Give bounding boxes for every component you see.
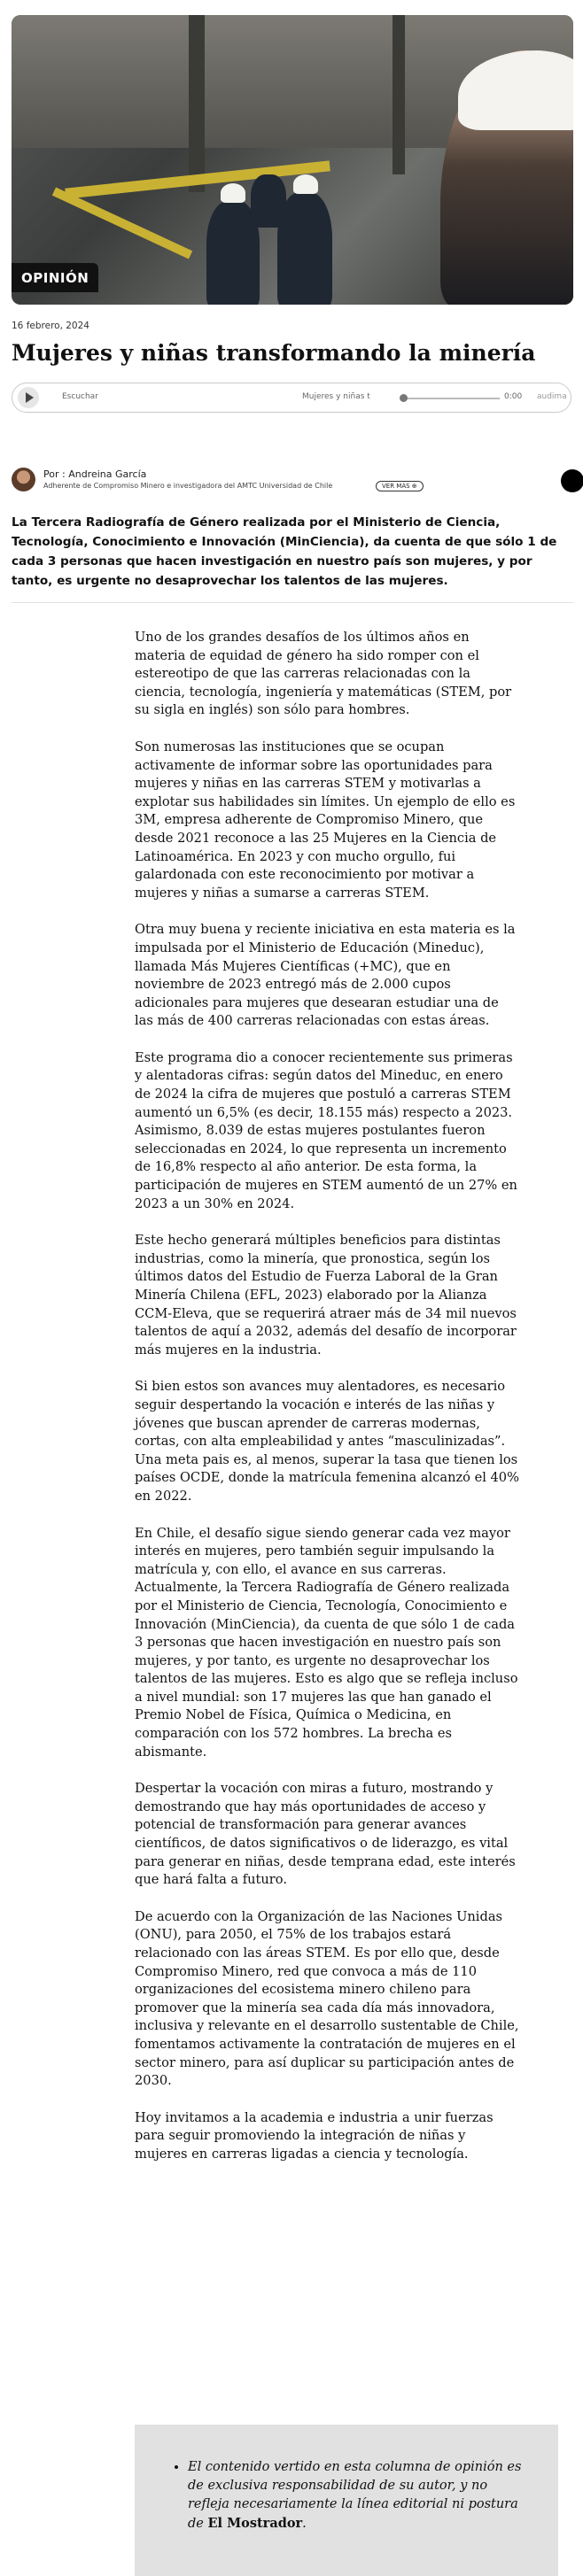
paragraph: Uno de los grandes desafíos de los últimos años en materia de equidad de género ha sido romper con el estereotipo de que las carreras relacionadas con la ciencia, tecnología, ingeniería y matemáticas (STEM, por su sigla en inglés) son sólo para hombres. bbox=[135, 630, 512, 718]
player-label: Escuchar bbox=[62, 392, 98, 401]
paragraph: Este hecho generará múltiples beneficios para distintas industrias, como la minería, que pronostica, según los últimos datos del Estudio de Fuerza Laboral de la Gran Minería Chilena (EFL, 2023) elaborado por la Alianza CCM-Eleva, que se requerirá atraer más de 34 mil nuevos talentos de aquí a 2032, además del desafío de incorporar más mujeres en la industria. bbox=[135, 1233, 517, 1358]
section-badge[interactable]: OPINIÓN bbox=[12, 263, 98, 292]
hero-image bbox=[12, 15, 573, 305]
paragraph: Otra muy buena y reciente iniciativa en esta materia es la impulsada por el Ministerio de Educación (Mineduc), llamada Más Mujeres Científicas (+MC), que en noviembre de 2023 entregó más de 2.000 cupos adicionales para mujeres que desearan estudiar una de las más de 400 carreras relacionadas con estas áreas. bbox=[135, 922, 516, 1029]
author-byline bbox=[12, 468, 579, 494]
avatar bbox=[12, 468, 35, 491]
author-name[interactable]: Por : Andreina García bbox=[43, 468, 147, 480]
disclaimer-brand: El Mostrador bbox=[207, 2516, 303, 2531]
paragraph: Hoy invitamos a la academia e industria a unir fuerzas para seguir promoviendo la integración de niñas y mujeres en carreras ligadas a ciencia y tecnología. bbox=[135, 2109, 494, 2162]
player-brand[interactable]: audima bbox=[537, 392, 567, 401]
hero-worker bbox=[251, 174, 286, 228]
paragraph: Son numerosas las instituciones que se ocupan activamente de informar sobre las oportunidades para mujeres y niñas en las carreras STEM y motivarlas a explotar sus habilidades sin límites. Un ejemplo de ello es 3M, empresa adherente de Compromiso Minero, que desde 2021 reconoce a las 25 Mujeres en la Ciencia de Latinoamérica. En 2023 y con mucho orgullo, fui galardonada con este reconocimiento por motivar a mujeres y niñas a sumarse a carreras STEM. bbox=[135, 739, 516, 901]
hero-helmet bbox=[293, 174, 318, 194]
paragraph: De acuerdo con la Organización de las Naciones Unidas (ONU), para 2050, el 75% de los trabajos estará relacionado con las áreas STEM. Es por ello que, desde Compromiso Minero, red que convoca a más de 110 organizaciones del ecosistema minero chileno para promover que la minería sea cada día más innovadora, inclusiva y relevante en el desarrollo sustentable de Chile, fomentamos activamente la contratación de mujeres en el sector minero, para así duplicar su participación antes de 2030. bbox=[135, 1908, 519, 2089]
disclaimer-text: El contenido vertido en esta columna de opinión es de exclusiva responsabilidad de su autor, y no refleja necesariamente la línea editorial ni postura de bbox=[188, 2460, 522, 2531]
player-progress-bar[interactable] bbox=[402, 398, 500, 399]
audio-player bbox=[12, 383, 571, 413]
article-lead: La Tercera Radiografía de Género realizada por el Ministerio de Ciencia, Tecnología, Conocimiento e Innovación (MinCiencia), da cuenta de que sólo 1 de cada 3 personas que hacen investigación en nuestro país son mujeres, y por tanto, es urgente no desaprovechar los talentos de las mujeres. bbox=[12, 515, 557, 588]
paragraph: Si bien estos son avances muy alentadores, es necesario seguir despertando la vocación e interés de las niñas y jóvenes que buscan aprender de carreras modernas, cortas, con alta empleabilidad y antes “masculinizadas”. Una meta pais es, al menos, superar la tasa que tienen los países OCDE, donde la matrícula femenina alcanzó el 40% en 2022. bbox=[135, 1379, 519, 1504]
ver-mas-button[interactable]: VER MÁS ⊕ bbox=[376, 481, 424, 491]
paragraph: Despertar la vocación con miras a futuro, mostrando y demostrando que hay más oportunidades de acceso y potencial de transformación para generar avances científicos, de datos significativos o de liderazgo, es vital para generar en niñas, desde temprana edad, este interés que hará falta a futuro. bbox=[135, 1781, 516, 1888]
paragraph: Este programa dio a conocer recientemente sus primeras y alentadoras cifras: según datos del Mineduc, en enero de 2024 la cifra de mujeres que postuló a carreras STEM aumentó un 6,5% (es decir, 18.155 más) respecto a 2023. Asimismo, 8.039 de estas mujeres postulantes fueron seleccionadas en 2024, lo que representa un incremento de 16,8% respecto al año anterior. De esta forma, la participación de mujeres en STEM aumentó de un 27% en 2023 a un 30% en 2024. bbox=[135, 1049, 517, 1211]
hero-helmet bbox=[221, 183, 245, 203]
player-progress-knob[interactable] bbox=[400, 394, 408, 402]
player-time: 0:00 bbox=[504, 392, 523, 401]
paragraph: En Chile, el desafío sigue siendo generar cada vez mayor interés en mujeres, pero también seguir impulsando la matrícula y, con ello, el avance en sus carreras. Actualmente, la Tercera Radiografía de Género realizada por el Ministerio de Ciencia, Tecnología, Conocimiento e Innovación (MinCiencia), da cuenta de que sólo 1 de cada 3 personas que hacen investigación en nuestro país son mujeres, y por tanto, es urgente no desaprovechar los talentos de las mujeres. Esto es algo que se refleja incluso a nivel mundial: son 17 mujeres las que han ganado el Premio Nobel de Física, Química o Medicina, en comparación con los 572 hombres. La brecha es abismante. bbox=[135, 1525, 518, 1760]
author-role: Adherente de Compromiso Minero e investigadora del AMTC Universidad de Chile bbox=[43, 482, 333, 490]
article-title: Mujeres y niñas transformando la minería bbox=[12, 340, 536, 366]
hero-railing bbox=[52, 188, 192, 259]
article-date: 16 febrero, 2024 bbox=[12, 321, 89, 331]
disclaimer-item bbox=[188, 2458, 523, 2533]
player-track-title: Mujeres y niñas t bbox=[302, 392, 370, 401]
author-menu-icon[interactable] bbox=[561, 469, 583, 492]
disclaimer-box bbox=[135, 2425, 558, 2576]
disclaimer-end: . bbox=[302, 2517, 307, 2531]
hero-beam bbox=[189, 15, 205, 192]
hero-beam bbox=[393, 15, 405, 174]
divider bbox=[12, 602, 573, 603]
article-body bbox=[135, 629, 521, 2183]
play-icon[interactable] bbox=[18, 387, 39, 408]
